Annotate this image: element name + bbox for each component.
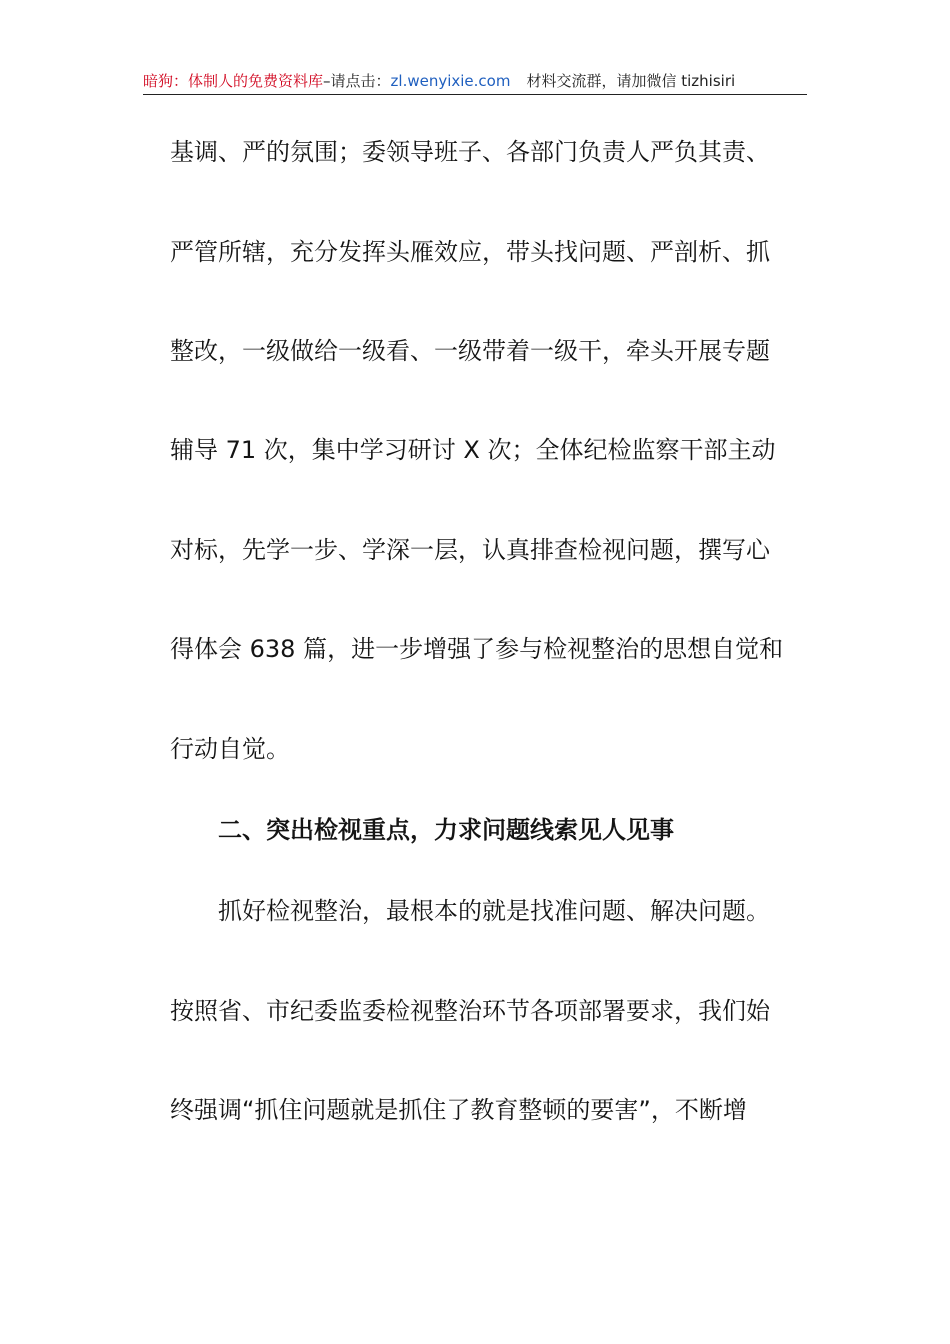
paragraph-line: 按照省、市纪委监委检视整治环节各项部署要求，我们始 <box>170 997 770 1025</box>
paragraph-line: 抓好检视整治，最根本的就是找准问题、解决问题。 <box>218 897 770 925</box>
page-header <box>143 68 807 95</box>
body-line: 辅导 71 次，集中学习研讨 X 次；全体纪检监察干部主动 <box>170 436 776 464</box>
body-line: 严管所辖，充分发挥头雁效应，带头找问题、严剖析、抓 <box>170 238 770 266</box>
header-contact: 材料交流群，请加微信 tizhisiri <box>526 72 736 90</box>
body-line: 对标，先学一步、学深一层，认真排查检视问题，撰写心 <box>170 536 770 564</box>
body-line: 基调、严的氛围；委领导班子、各部门负责人严负其责、 <box>170 138 770 166</box>
body-line: 行动自觉。 <box>170 735 290 763</box>
body-line: 得体会 638 篇，进一步增强了参与检视整治的思想自觉和 <box>170 635 784 663</box>
section-heading: 二、突出检视重点，力求问题线索见人见事 <box>218 816 674 844</box>
header-brand: 暗狗：体制人的免费资料库 <box>143 72 324 90</box>
header-separator: –请点击： <box>323 72 391 90</box>
header-link[interactable]: zl.wenyixie.com <box>390 72 511 90</box>
body-line: 整改，一级做给一级看、一级带着一级干，牵头开展专题 <box>170 337 770 365</box>
paragraph-line: 终强调“抓住问题就是抓住了教育整顿的要害”，不断增 <box>170 1096 747 1124</box>
